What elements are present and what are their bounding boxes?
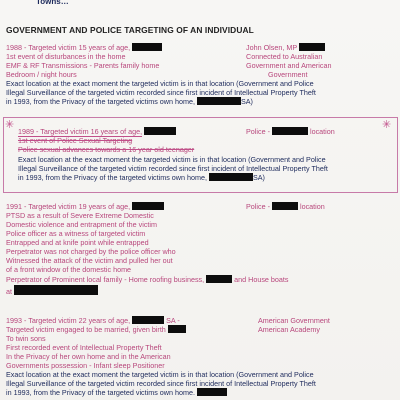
entry-1993-line-3: To twin sons (6, 334, 46, 343)
entry-1989-line-1: 1989 - Targeted victim 16 years of age, (18, 127, 176, 136)
entry-1989-line-2: 1st event of Police Sexual Targeting (18, 136, 133, 145)
entry-1989-line-4: Exact location at the exact moment the targeted victim is in that location (Government and Police (18, 155, 326, 164)
redaction-block (14, 285, 98, 295)
redaction-block (132, 202, 164, 210)
redaction-block (299, 43, 325, 51)
entry-1991-right-1: Police - location (246, 202, 325, 211)
entry-1988-line-6: Illegal Surveillance of the targeted victim recorded since first incident of Intellectual Property Theft (6, 88, 316, 97)
entry-1989-line-6: in 1993, from the Privacy of the targeted victims own home, SA) (18, 173, 265, 182)
entry-1991-line-9: Perpetrator of Prominent local family - Home roofing business, and House boats (6, 275, 289, 284)
entry-1991-line-4: Police officer as a witness of targeted victim (6, 229, 146, 238)
entry-1991-line-10: at (6, 285, 98, 296)
redaction-block (209, 173, 253, 181)
entry-1988-right-3: Government and American (246, 61, 332, 70)
entry-1988-line-7: in 1993, from the Privacy of the targeted victims own home, SA) (6, 97, 253, 106)
entry-1993-line-2: Targeted victim engaged to be married, given birth (6, 325, 186, 334)
entry-1993-line-8: Illegal Surveillance of the targeted victim recorded since first incident of Intellectual Property Theft (6, 379, 316, 388)
entry-1991-line-1: 1991 - Targeted victim 19 years of age, (6, 202, 164, 211)
entry-1991-line-6: Perpetrator was not charged by the police officer who (6, 247, 176, 256)
entry-1991-line-5: Entrapped and at knife point while entrapped (6, 238, 149, 247)
entry-1988-line-5: Exact location at the exact moment the targeted victim is in that location (Government and Police (6, 79, 314, 88)
star-mark-icon: ✳ (382, 119, 392, 131)
entry-1993-line-5: In the Privacy of her own home and in the American (6, 352, 171, 361)
entry-1991-line-7: Witnessed the attack of the victim and pulled her out (6, 256, 173, 265)
entry-1988-right-1: John Olsen, MP (246, 43, 325, 52)
entry-1993-right-2: American Academy (258, 325, 320, 334)
redaction-block (132, 316, 164, 324)
entry-1993-right-1: American Government (258, 316, 330, 325)
redaction-block (144, 127, 176, 135)
entry-1989-right-1: Police - location (246, 127, 335, 136)
redaction-block (272, 127, 308, 135)
entry-1989-line-5: Illegal Surveillance of the targeted victim recorded since first incident of Intellectual Property Theft (18, 164, 328, 173)
redaction-block (132, 43, 162, 51)
redaction-block (206, 275, 232, 283)
entry-1988-line-2: 1st event of disturbances in the home (6, 52, 126, 61)
star-mark-icon: ✳ (5, 119, 15, 131)
redaction-block (272, 202, 298, 210)
entry-1989-line-3: Police sexual advances towards a 16 year old teenager (18, 145, 195, 154)
entry-1991-line-3: Domestic violence and entrapment of the victim (6, 220, 158, 229)
entry-1988-line-4: Bedroom / night hours (6, 70, 77, 79)
entry-1988-line-3: EMF & RF Transmissions - Parents family home (6, 61, 160, 70)
entry-1993-line-7: Exact location at the exact moment the targeted victim is in that location (Government and Police (6, 370, 314, 379)
entry-1993-line-6: Governments possession - Infant sleep Positioner (6, 361, 165, 370)
redaction-block (197, 388, 227, 396)
entry-1988-right-4: Government (268, 70, 308, 79)
entry-1988-right-2: Connected to Australian (246, 52, 323, 61)
redaction-block (168, 325, 186, 333)
entry-1991-line-8: of a front window of the domestic home (6, 265, 132, 274)
entry-1988-line-1: 1988 - Targeted victim 15 years of age, (6, 43, 162, 52)
document-title: GOVERNMENT AND POLICE TARGETING OF AN INDIVIDUAL (6, 25, 254, 35)
header-fragment: Towns… (36, 0, 69, 6)
entry-1993-line-1: 1993 - Targeted victim 22 years of age, SA - (6, 316, 180, 325)
entry-1993-line-9: in 1993, from the Privacy of the targeted victims own home. (6, 388, 227, 397)
entry-1993-line-4: First recorded event of Intellectual Property Theft (6, 343, 162, 352)
entry-1991-line-2: PTSD as a result of Severe Extreme Domestic (6, 211, 154, 220)
redaction-block (197, 97, 241, 105)
